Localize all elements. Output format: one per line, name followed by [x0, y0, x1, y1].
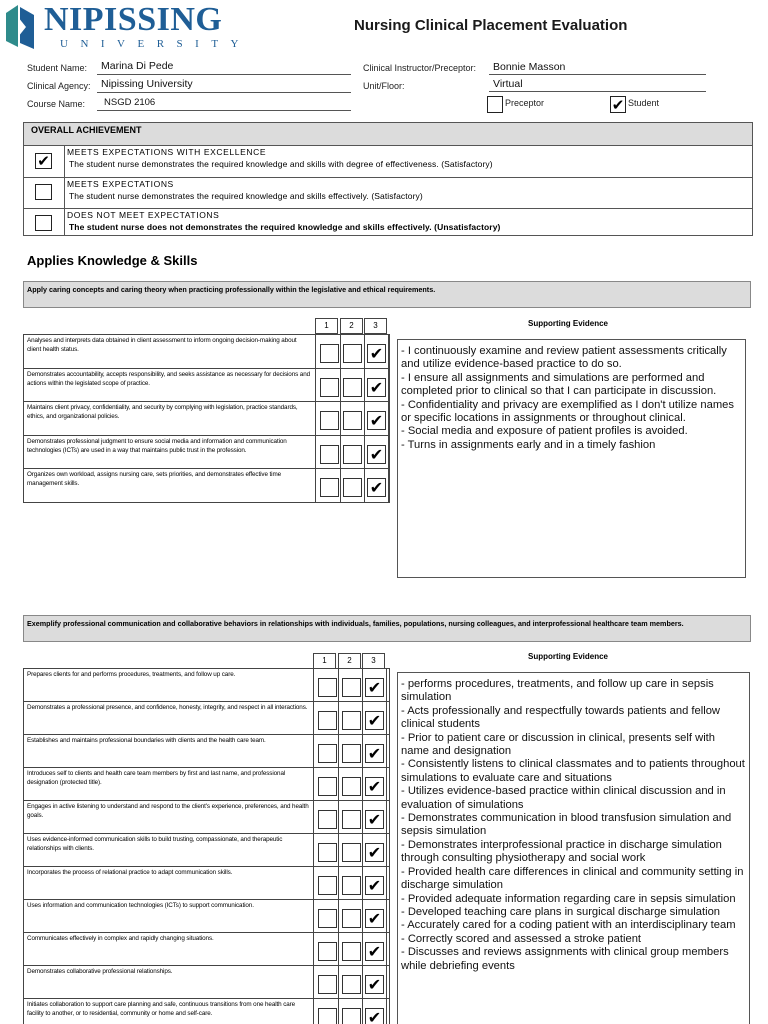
rating-3-checkbox[interactable]: ✔ [365, 942, 384, 961]
rating-2-checkbox[interactable] [343, 411, 362, 430]
rating-1-checkbox[interactable] [318, 876, 337, 895]
rating-1-checkbox[interactable] [320, 344, 339, 363]
achievement-title: DOES NOT MEET EXPECTATIONS [67, 210, 220, 220]
rating-3-checkbox[interactable]: ✔ [367, 411, 386, 430]
rating-2-checkbox[interactable] [343, 445, 362, 464]
column-divider [338, 933, 339, 965]
criterion-row [23, 734, 390, 768]
column-divider [388, 469, 389, 502]
row-divider [64, 209, 65, 235]
column-divider [338, 735, 339, 767]
rating-1-checkbox[interactable] [320, 478, 339, 497]
course-label: Course Name: [27, 99, 86, 109]
column-divider [313, 768, 314, 800]
column-divider [364, 469, 365, 502]
column-divider [362, 801, 363, 833]
rating-2-checkbox[interactable] [342, 843, 361, 862]
column-divider [313, 933, 314, 965]
column-divider [388, 369, 389, 402]
column-divider [364, 436, 365, 469]
section2-evidence-box[interactable]: - performs procedures, treatments, and follow up care in sepsis simulation - Acts professionally and respectfully towards patients and fellow clinical students - Prior to patient care or discussion in clinical, presents self with name and designation - Consistently listens to clinical classmates and to patients throughout simulations to evaluate care and situations - Utilizes evidence-based practice within clinical discussion and in evaluation of simulations - Demonstrates communication in blood transfusion simulation and sepsis simulation - Demonstrates interprofessional practice in discharge simulation through consulting physiotherapy and social work - Provided health care differences in clinical and community setting in discharge simulation - Provided adequate information regarding care in sepsis simulation - Developed teaching care plans in surgical discharge simulation - Accurately cared for a coding patient with an interdisciplinary team - Correctly scored and assessed a stroke patient - Discusses and reviews assignments with clinical group members while debriefing events [397, 672, 750, 1024]
column-divider [386, 702, 387, 734]
criterion-row [23, 668, 390, 702]
rating-3-checkbox[interactable]: ✔ [365, 744, 384, 763]
criterion-row [23, 866, 390, 900]
column-divider [362, 669, 363, 701]
column-divider [386, 735, 387, 767]
criterion-row [23, 468, 390, 503]
rating-3-checkbox[interactable]: ✔ [365, 810, 384, 829]
column-divider [340, 436, 341, 469]
column-divider [386, 900, 387, 932]
column-divider [388, 335, 389, 368]
column-divider [340, 469, 341, 502]
criterion-row [23, 899, 390, 933]
column-divider [313, 801, 314, 833]
criterion-text: Engages in active listening to understand and respond to the client's experience, preferences, and health goals. [27, 803, 309, 819]
criterion-text: Incorporates the process of relational practice to adapt communication skills. [27, 869, 233, 876]
column-divider [338, 702, 339, 734]
column-divider [338, 768, 339, 800]
column-divider [315, 436, 316, 469]
agency-label: Clinical Agency: [27, 81, 91, 91]
rating-1-checkbox[interactable] [318, 942, 337, 961]
scale-header-cell: 2 [338, 653, 361, 669]
scale-header-cell: 1 [315, 318, 338, 334]
rating-1-checkbox[interactable] [320, 378, 339, 397]
column-divider [315, 335, 316, 368]
criterion-row [23, 833, 390, 867]
column-divider [386, 933, 387, 965]
student-checkbox[interactable]: ✔ [611, 96, 625, 114]
criterion-text: Analyses and interprets data obtained in client assessment to inform ongoing decision-making about client health status. [27, 337, 297, 353]
rating-3-checkbox[interactable]: ✔ [365, 909, 384, 928]
column-divider [362, 933, 363, 965]
student-label: Student [628, 98, 660, 108]
rating-2-checkbox[interactable] [343, 344, 362, 363]
achievement-checkbox[interactable] [35, 184, 52, 200]
criterion-text: Uses evidence-informed communication skills to build trusting, compassionate, and therapeutic relationships with clients. [27, 836, 283, 852]
criterion-text: Uses information and communication technologies (ICTs) to support communication. [27, 902, 254, 909]
column-divider [313, 867, 314, 899]
logo-wordmark: NIPISSING [44, 1, 223, 38]
section1-banner: Apply caring concepts and caring theory when practicing professionally within the legislative and ethical requirements. [23, 281, 751, 308]
achievement-checkbox[interactable]: ✔ [35, 153, 52, 169]
column-divider [364, 402, 365, 435]
column-divider [313, 834, 314, 866]
section1-supporting-evidence-label: Supporting Evidence [528, 319, 609, 328]
logo-mark-icon [4, 3, 44, 51]
logo-subtitle: UNIVERSITY [60, 38, 251, 50]
scale-header-cell: 1 [313, 653, 336, 669]
rating-1-checkbox[interactable] [318, 678, 337, 697]
rating-2-checkbox[interactable] [342, 810, 361, 829]
achievement-row-excellence [24, 146, 752, 177]
rating-1-checkbox[interactable] [318, 909, 337, 928]
column-divider [362, 702, 363, 734]
column-divider [362, 867, 363, 899]
rating-3-checkbox[interactable]: ✔ [367, 344, 386, 363]
column-divider [362, 999, 363, 1024]
criterion-text: Introduces self to clients and health care team members by first and last name, and professional designation (protected title). [27, 770, 286, 786]
overall-achievement-table [23, 122, 753, 236]
rating-2-checkbox[interactable] [342, 777, 361, 796]
column-divider [340, 402, 341, 435]
column-divider [315, 402, 316, 435]
rating-1-checkbox[interactable] [318, 777, 337, 796]
criterion-row [23, 767, 390, 801]
column-divider [315, 369, 316, 402]
criterion-row [23, 401, 390, 436]
column-divider [386, 999, 387, 1024]
criterion-text: Organizes own workload, assigns nursing care, sets priorities, and demonstrates effective time management skills. [27, 471, 282, 487]
rating-2-checkbox[interactable] [342, 711, 361, 730]
student-name-underline [97, 74, 351, 75]
student-name-value[interactable]: Marina Di Pede [101, 60, 174, 72]
column-divider [338, 900, 339, 932]
rating-1-checkbox[interactable] [318, 810, 337, 829]
rating-3-checkbox[interactable]: ✔ [365, 975, 384, 994]
row-divider [64, 146, 65, 177]
rating-1-checkbox[interactable] [320, 445, 339, 464]
achievement-row-does-not-meet [24, 208, 752, 235]
column-divider [313, 669, 314, 701]
scale-header-cell: 3 [364, 318, 387, 334]
preceptor-checkbox[interactable] [487, 96, 503, 113]
criterion-row [23, 932, 390, 966]
criterion-text: Demonstrates accountability, accepts responsibility, and seeks assistance as necessary for decisions and actions within the legislated scope of practice. [27, 370, 311, 387]
criterion-row [23, 998, 390, 1024]
unit-underline [489, 91, 706, 92]
column-divider [386, 834, 387, 866]
column-divider [338, 966, 339, 998]
achievement-title: MEETS EXPECTATIONS WITH EXCELLENCE [67, 147, 267, 157]
instructor-underline [489, 74, 706, 75]
rating-3-checkbox[interactable]: ✔ [367, 478, 386, 497]
column-divider [313, 735, 314, 767]
criterion-row [23, 701, 390, 735]
instructor-label: Clinical Instructor/Preceptor: [363, 63, 477, 73]
column-divider [340, 335, 341, 368]
achievement-description: The student nurse does not demonstrates the required knowledge and skills effectively. (Unsatisfactory) [69, 222, 501, 232]
criterion-text: Maintains client privacy, confidentiality, and security by complying with legislation, practice standards, ethics, and organizational policies. [27, 404, 298, 420]
criterion-row [23, 334, 390, 369]
column-divider [362, 834, 363, 866]
column-divider [364, 335, 365, 368]
university-logo [4, 1, 251, 51]
instructor-value[interactable]: Bonnie Masson [493, 61, 566, 73]
column-divider [386, 768, 387, 800]
section-heading: Applies Knowledge & Skills [27, 253, 198, 268]
column-divider [315, 469, 316, 502]
criterion-row [23, 800, 390, 834]
criterion-text: Demonstrates a professional presence, and confidence, honesty, integrity, and respect in all interactions. [27, 704, 308, 711]
scale-header-cell: 3 [362, 653, 385, 669]
rating-3-checkbox[interactable]: ✔ [365, 1008, 384, 1024]
column-divider [313, 966, 314, 998]
unit-label: Unit/Floor: [363, 81, 405, 91]
criterion-row [23, 965, 390, 999]
document-title: Nursing Clinical Placement Evaluation [354, 17, 628, 34]
column-divider [338, 669, 339, 701]
rating-1-checkbox[interactable] [320, 411, 339, 430]
column-divider [338, 834, 339, 866]
criterion-text: Establishes and maintains professional boundaries with clients and the health care team. [27, 737, 266, 744]
criterion-text: Prepares clients for and performs procedures, treatments, and follow up care. [27, 671, 236, 678]
rating-3-checkbox[interactable]: ✔ [365, 777, 384, 796]
achievement-checkbox[interactable] [35, 215, 52, 231]
column-divider [362, 768, 363, 800]
unit-value[interactable]: Virtual [493, 78, 523, 90]
overall-achievement-header: OVERALL ACHIEVEMENT [24, 123, 752, 146]
column-divider [340, 369, 341, 402]
rating-2-checkbox[interactable] [342, 909, 361, 928]
column-divider [313, 702, 314, 734]
section2-banner: Exemplify professional communication and collaborative behaviors in relationships with individuals, families, populations, nursing colleagues, and interprofessional healthcare team members. [23, 615, 751, 642]
column-divider [338, 867, 339, 899]
column-divider [364, 369, 365, 402]
achievement-description: The student nurse demonstrates the required knowledge and skills effectively. (Satisfactory) [69, 191, 423, 201]
rating-2-checkbox[interactable] [343, 378, 362, 397]
column-divider [388, 436, 389, 469]
section2-supporting-evidence-label: Supporting Evidence [528, 652, 609, 661]
rating-2-checkbox[interactable] [342, 678, 361, 697]
rating-1-checkbox[interactable] [318, 711, 337, 730]
rating-2-checkbox[interactable] [343, 478, 362, 497]
course-value[interactable]: NSGD 2106 [104, 97, 156, 108]
row-divider [64, 178, 65, 208]
column-divider [386, 669, 387, 701]
column-divider [386, 966, 387, 998]
criterion-text: Initiates collaboration to support care planning and safe, continuous transitions from one health care facility to another, or to residential, community or home and self-care. [27, 1001, 296, 1017]
rating-1-checkbox[interactable] [318, 744, 337, 763]
scale-header-cell: 2 [340, 318, 363, 334]
rating-3-checkbox[interactable]: ✔ [365, 711, 384, 730]
column-divider [338, 999, 339, 1024]
student-name-label: Student Name: [27, 63, 88, 73]
achievement-title: MEETS EXPECTATIONS [67, 179, 174, 189]
rating-2-checkbox[interactable] [342, 744, 361, 763]
column-divider [362, 966, 363, 998]
achievement-row-meets [24, 177, 752, 208]
preceptor-label: Preceptor [505, 98, 545, 108]
column-divider [313, 900, 314, 932]
rating-3-checkbox[interactable]: ✔ [365, 876, 384, 895]
column-divider [386, 801, 387, 833]
criterion-row [23, 368, 390, 403]
criterion-text: Communicates effectively in complex and rapidly changing situations. [27, 935, 214, 942]
column-divider [362, 735, 363, 767]
rating-3-checkbox[interactable]: ✔ [367, 445, 386, 464]
section1-evidence-box[interactable]: - I continuously examine and review patient assessments critically and utilize evidence-based practice to do so. - I ensure all assignments and simulations are performed and completed prior to clinical so that I can participate in discussion. - Confidentiality and privacy are exemplified as I don't utilize names or specific locations in assignments or throughout clinical. - Social media and exposure of patient profiles is avoided. - Turns in assignments early and in a timely fashion [397, 339, 746, 578]
rating-1-checkbox[interactable] [318, 975, 337, 994]
course-underline [97, 110, 351, 111]
rating-1-checkbox[interactable] [318, 843, 337, 862]
rating-3-checkbox[interactable]: ✔ [367, 378, 386, 397]
agency-value[interactable]: Nipissing University [101, 78, 193, 90]
column-divider [388, 402, 389, 435]
column-divider [362, 900, 363, 932]
column-divider [338, 801, 339, 833]
rating-2-checkbox[interactable] [342, 942, 361, 961]
criterion-row [23, 435, 390, 470]
rating-3-checkbox[interactable]: ✔ [365, 843, 384, 862]
rating-2-checkbox[interactable] [342, 876, 361, 895]
column-divider [386, 867, 387, 899]
criterion-text: Demonstrates professional judgment to ensure social media and information and communication technologies (ICTs) are used in a way that maintains public trust in the profession. [27, 437, 287, 454]
column-divider [313, 999, 314, 1024]
rating-2-checkbox[interactable] [342, 1008, 361, 1024]
achievement-description: The student nurse demonstrates the required knowledge and skills with degree of effectiveness. (Satisfactory) [69, 159, 493, 169]
criterion-text: Demonstrates collaborative professional relationships. [27, 968, 173, 975]
agency-underline [97, 92, 351, 93]
rating-1-checkbox[interactable] [318, 1008, 337, 1024]
rating-3-checkbox[interactable]: ✔ [365, 678, 384, 697]
rating-2-checkbox[interactable] [342, 975, 361, 994]
